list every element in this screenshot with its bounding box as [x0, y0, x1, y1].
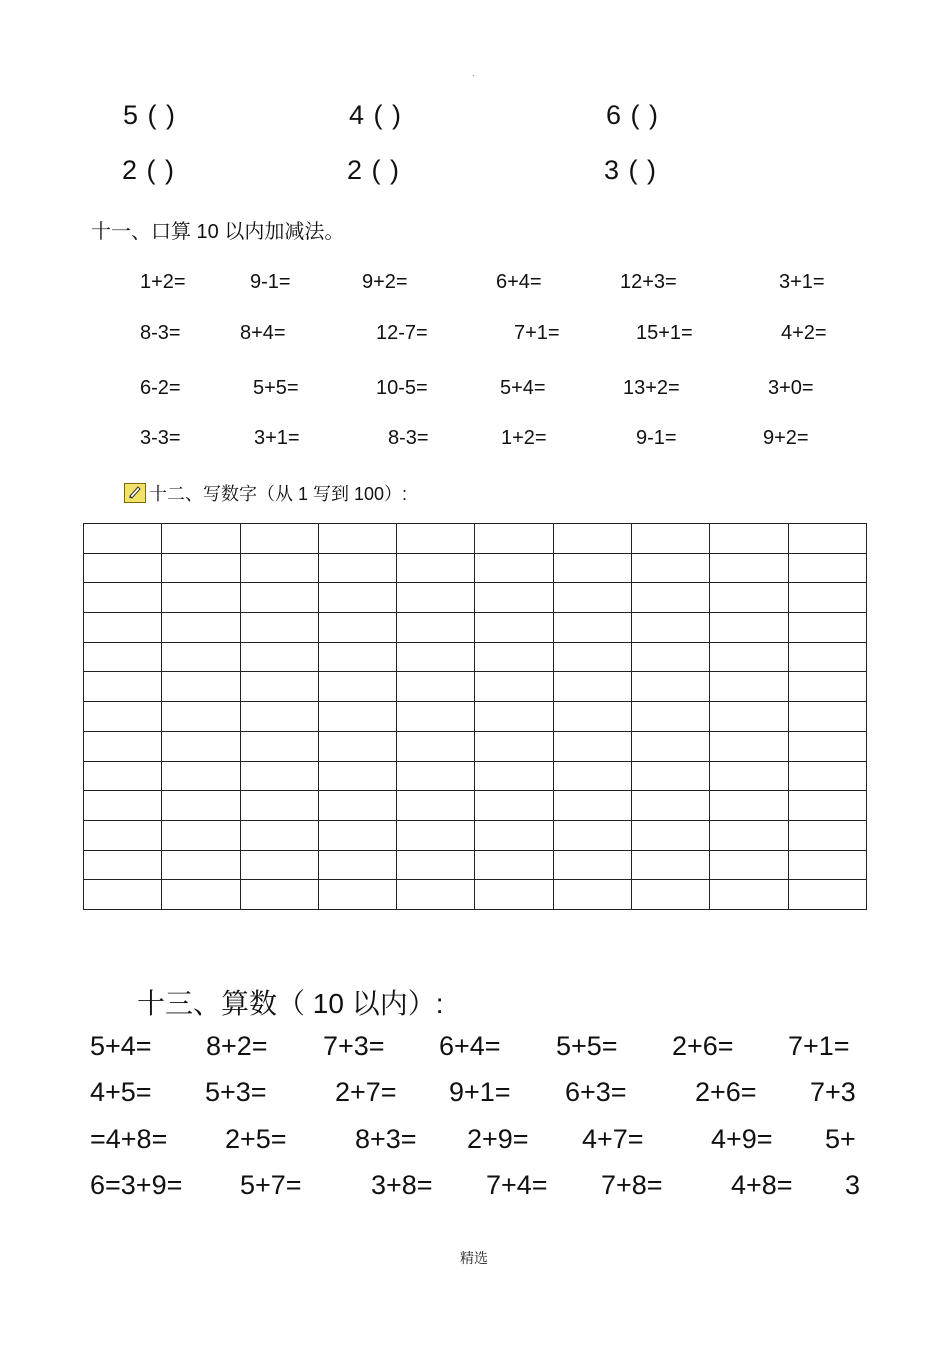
grid-cell[interactable]: [84, 553, 162, 583]
grid-cell[interactable]: [475, 524, 553, 554]
grid-cell[interactable]: [632, 553, 710, 583]
grid-cell[interactable]: [240, 672, 318, 702]
grid-cell[interactable]: [397, 583, 475, 613]
grid-cell[interactable]: [553, 524, 631, 554]
grid-cell[interactable]: [397, 524, 475, 554]
grid-cell[interactable]: [632, 672, 710, 702]
grid-cell[interactable]: [162, 850, 240, 880]
equation: 1+2=: [140, 271, 186, 293]
grid-cell[interactable]: [162, 553, 240, 583]
grid-cell[interactable]: [788, 642, 866, 672]
grid-cell[interactable]: [788, 850, 866, 880]
grid-cell[interactable]: [240, 613, 318, 643]
grid-cell[interactable]: [632, 613, 710, 643]
section12-heading: [124, 480, 407, 506]
grid-cell[interactable]: [162, 791, 240, 821]
grid-cell[interactable]: [475, 702, 553, 732]
equation: 8+4=: [240, 322, 286, 344]
equation: 4+8=: [731, 1170, 793, 1200]
equation: 5+7=: [240, 1170, 302, 1200]
grid-cell[interactable]: [162, 702, 240, 732]
grid-cell[interactable]: [318, 553, 396, 583]
grid-cell[interactable]: [632, 702, 710, 732]
grid-cell[interactable]: [84, 524, 162, 554]
grid-cell[interactable]: [162, 642, 240, 672]
grid-cell[interactable]: [710, 791, 788, 821]
equation: 6=3+9=: [90, 1170, 183, 1200]
equation: 7+4=: [486, 1170, 548, 1200]
grid-cell[interactable]: [475, 642, 553, 672]
section12-title: 十二、写数字（从 1 写到 100）:: [149, 484, 408, 504]
grid-row: [84, 820, 867, 850]
grid-cell[interactable]: [553, 702, 631, 732]
decompose-item: 5 ( ): [123, 100, 177, 130]
grid-cell[interactable]: [162, 672, 240, 702]
grid-cell[interactable]: [710, 524, 788, 554]
grid-cell[interactable]: [318, 791, 396, 821]
section11-title: 十一、口算 10 以内加减法。: [91, 221, 345, 243]
grid-cell[interactable]: [632, 524, 710, 554]
grid-cell[interactable]: [553, 880, 631, 910]
equation: 6+3=: [565, 1077, 627, 1107]
grid-cell[interactable]: [397, 642, 475, 672]
grid-cell[interactable]: [710, 583, 788, 613]
grid-cell[interactable]: [632, 880, 710, 910]
equation: 3+1=: [254, 427, 300, 449]
grid-cell[interactable]: [475, 850, 553, 880]
equation: 5+: [825, 1124, 856, 1154]
pencil-note-icon: [124, 483, 146, 503]
grid-cell[interactable]: [84, 613, 162, 643]
grid-cell[interactable]: [788, 880, 866, 910]
grid-cell[interactable]: [240, 850, 318, 880]
grid-cell[interactable]: [788, 820, 866, 850]
grid-cell[interactable]: [475, 553, 553, 583]
equation: 2+6=: [672, 1031, 734, 1061]
grid-cell[interactable]: [397, 731, 475, 761]
grid-cell[interactable]: [240, 553, 318, 583]
grid-cell[interactable]: [710, 702, 788, 732]
grid-cell[interactable]: [397, 702, 475, 732]
grid-cell[interactable]: [710, 880, 788, 910]
grid-row: [84, 583, 867, 613]
equation: 5+3=: [205, 1077, 267, 1107]
number-writing-grid: [83, 523, 867, 910]
equation: 7+1=: [514, 322, 560, 344]
grid-cell[interactable]: [553, 820, 631, 850]
grid-cell[interactable]: [553, 583, 631, 613]
grid-cell[interactable]: [788, 583, 866, 613]
grid-cell[interactable]: [710, 731, 788, 761]
grid-cell[interactable]: [162, 613, 240, 643]
grid-cell[interactable]: [240, 880, 318, 910]
grid-cell[interactable]: [162, 583, 240, 613]
grid-cell[interactable]: [318, 524, 396, 554]
decompose-item: 2 ( ): [122, 155, 176, 185]
grid-cell[interactable]: [84, 583, 162, 613]
grid-cell[interactable]: [240, 791, 318, 821]
grid-cell[interactable]: [475, 880, 553, 910]
grid-row: [84, 672, 867, 702]
equation: 9-1=: [250, 271, 291, 293]
equation: 7+3=: [323, 1031, 385, 1061]
header-mark: ·: [472, 70, 476, 81]
grid-cell[interactable]: [84, 731, 162, 761]
grid-cell[interactable]: [318, 731, 396, 761]
grid-cell[interactable]: [397, 553, 475, 583]
grid-row: [84, 642, 867, 672]
equation: 5+4=: [500, 377, 546, 399]
grid-cell[interactable]: [788, 791, 866, 821]
equation: 7+3: [810, 1077, 856, 1107]
grid-cell[interactable]: [710, 642, 788, 672]
grid-cell[interactable]: [788, 613, 866, 643]
grid-row: [84, 524, 867, 554]
grid-cell[interactable]: [710, 613, 788, 643]
grid-cell[interactable]: [475, 672, 553, 702]
grid-cell[interactable]: [240, 820, 318, 850]
grid-cell[interactable]: [397, 850, 475, 880]
grid-cell[interactable]: [632, 761, 710, 791]
equation: 6+4=: [439, 1031, 501, 1061]
grid-cell[interactable]: [318, 761, 396, 791]
grid-cell[interactable]: [240, 583, 318, 613]
grid-cell[interactable]: [397, 791, 475, 821]
grid-cell[interactable]: [397, 672, 475, 702]
grid-row: [84, 731, 867, 761]
equation: 10-5=: [376, 377, 428, 399]
equation: 15+1=: [636, 322, 693, 344]
equation: =4+8=: [90, 1124, 168, 1154]
equation: 12+3=: [620, 271, 677, 293]
equation: 6+4=: [496, 271, 542, 293]
grid-cell[interactable]: [632, 731, 710, 761]
equation: 9+1=: [449, 1077, 511, 1107]
grid-cell[interactable]: [632, 820, 710, 850]
grid-cell[interactable]: [397, 820, 475, 850]
grid-cell[interactable]: [788, 761, 866, 791]
section13-title: 十三、算数（ 10 以内）:: [137, 988, 444, 1019]
grid-cell[interactable]: [318, 583, 396, 613]
equation: 2+6=: [695, 1077, 757, 1107]
grid-cell[interactable]: [318, 850, 396, 880]
equation: 13+2=: [623, 377, 680, 399]
footer-label: 精选: [460, 1250, 488, 1266]
equation: 8+3=: [355, 1124, 417, 1154]
equation: 2+5=: [225, 1124, 287, 1154]
equation: 4+2=: [781, 322, 827, 344]
grid-cell[interactable]: [318, 880, 396, 910]
equation: 9+2=: [763, 427, 809, 449]
equation: 5+5=: [253, 377, 299, 399]
equation: 5+5=: [556, 1031, 618, 1061]
grid-cell[interactable]: [553, 731, 631, 761]
equation: 3: [845, 1170, 861, 1200]
grid-cell[interactable]: [710, 820, 788, 850]
equation: 9-1=: [636, 427, 677, 449]
grid-cell[interactable]: [84, 642, 162, 672]
grid-cell[interactable]: [788, 702, 866, 732]
equation: 3+0=: [768, 377, 814, 399]
grid-cell[interactable]: [632, 583, 710, 613]
grid-cell[interactable]: [84, 880, 162, 910]
grid-cell[interactable]: [84, 820, 162, 850]
equation: 7+1=: [788, 1031, 850, 1061]
grid-cell[interactable]: [162, 731, 240, 761]
grid-cell[interactable]: [240, 524, 318, 554]
grid-cell[interactable]: [397, 613, 475, 643]
grid-cell[interactable]: [475, 731, 553, 761]
grid-cell[interactable]: [553, 791, 631, 821]
equation: 12-7=: [376, 322, 428, 344]
equation: 4+7=: [582, 1124, 644, 1154]
equation: 3+8=: [371, 1170, 433, 1200]
grid-cell[interactable]: [240, 702, 318, 732]
grid-cell[interactable]: [475, 820, 553, 850]
grid-cell[interactable]: [788, 553, 866, 583]
grid-cell[interactable]: [475, 583, 553, 613]
equation: 8+2=: [206, 1031, 268, 1061]
equation: 3+1=: [779, 271, 825, 293]
grid-cell[interactable]: [553, 553, 631, 583]
grid-cell[interactable]: [162, 880, 240, 910]
grid-cell[interactable]: [553, 761, 631, 791]
grid-cell[interactable]: [475, 613, 553, 643]
decompose-item: 6 ( ): [606, 100, 660, 130]
grid-cell[interactable]: [84, 672, 162, 702]
grid-cell[interactable]: [318, 702, 396, 732]
grid-cell[interactable]: [553, 642, 631, 672]
grid-cell[interactable]: [553, 613, 631, 643]
equation: 2+9=: [467, 1124, 529, 1154]
grid-row: [84, 702, 867, 732]
grid-row: [84, 850, 867, 880]
grid-cell[interactable]: [632, 791, 710, 821]
grid-cell[interactable]: [84, 761, 162, 791]
equation: 2+7=: [335, 1077, 397, 1107]
grid-cell[interactable]: [162, 761, 240, 791]
grid-cell[interactable]: [475, 791, 553, 821]
equation: 5+4=: [90, 1031, 152, 1061]
grid-cell[interactable]: [318, 642, 396, 672]
grid-cell[interactable]: [84, 850, 162, 880]
equation: 4+5=: [90, 1077, 152, 1107]
grid-cell[interactable]: [162, 820, 240, 850]
grid-row: [84, 880, 867, 910]
grid-cell[interactable]: [162, 524, 240, 554]
grid-row: [84, 761, 867, 791]
equation: 3-3=: [140, 427, 181, 449]
grid-cell[interactable]: [788, 672, 866, 702]
grid-cell[interactable]: [397, 761, 475, 791]
equation: 6-2=: [140, 377, 181, 399]
grid-cell[interactable]: [710, 850, 788, 880]
grid-cell[interactable]: [318, 820, 396, 850]
equation: 4+9=: [711, 1124, 773, 1154]
grid-cell[interactable]: [788, 524, 866, 554]
grid-row: [84, 791, 867, 821]
grid-cell[interactable]: [632, 642, 710, 672]
equation: 8-3=: [140, 322, 181, 344]
grid-cell[interactable]: [397, 880, 475, 910]
grid-cell[interactable]: [84, 791, 162, 821]
grid-row: [84, 553, 867, 583]
grid-cell[interactable]: [632, 850, 710, 880]
equation: 7+8=: [601, 1170, 663, 1200]
grid-cell[interactable]: [710, 672, 788, 702]
decompose-item: 2 ( ): [347, 155, 401, 185]
grid-cell[interactable]: [240, 731, 318, 761]
grid-cell[interactable]: [553, 672, 631, 702]
grid-cell[interactable]: [240, 761, 318, 791]
grid-cell[interactable]: [318, 672, 396, 702]
equation: 8-3=: [388, 427, 429, 449]
grid-cell[interactable]: [318, 613, 396, 643]
grid-cell[interactable]: [475, 761, 553, 791]
decompose-item: 3 ( ): [604, 155, 658, 185]
grid-cell[interactable]: [710, 553, 788, 583]
grid-cell[interactable]: [710, 761, 788, 791]
equation: 9+2=: [362, 271, 408, 293]
grid-cell[interactable]: [84, 702, 162, 732]
grid-cell[interactable]: [553, 850, 631, 880]
grid-row: [84, 613, 867, 643]
grid-cell[interactable]: [240, 642, 318, 672]
equation: 1+2=: [501, 427, 547, 449]
decompose-item: 4 ( ): [349, 100, 403, 130]
grid-cell[interactable]: [788, 731, 866, 761]
